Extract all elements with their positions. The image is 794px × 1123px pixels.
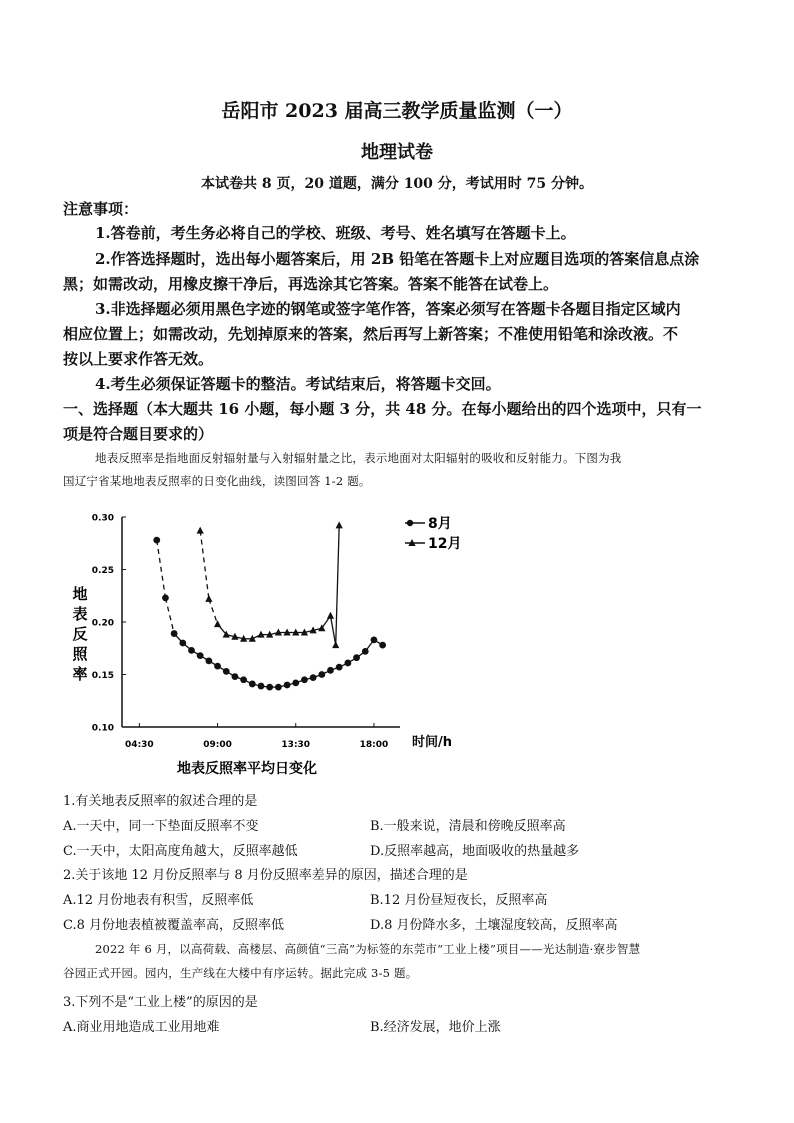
series-segment — [331, 616, 336, 645]
series-segment — [209, 599, 218, 624]
data-point — [310, 674, 317, 681]
q2-option-d: D.8 月份降水多，土壤湿度较高，反照率高 — [370, 918, 618, 933]
data-point — [171, 630, 178, 637]
intro-2-line-1: 2022 年 6 月，以高荷载、高楼层、高颜值“三高”为标签的东莞市“工业上楼”项目——光达制造·寮步智慧 — [95, 942, 641, 956]
data-point — [379, 642, 386, 649]
data-point — [336, 664, 343, 671]
q3-stem: 3.下列不是“工业上楼”的原因的是 — [63, 995, 258, 1010]
data-point — [258, 683, 265, 690]
intro-1-line-1: 地表反照率是指地面反射辐射量与入射辐射量之比，表示地面对太阳辐射的吸收和反射能力。下图为我 — [95, 451, 622, 465]
y-label-char: 地 — [72, 585, 88, 603]
note-3-line-3: 按以上要求作答无效。 — [63, 350, 214, 368]
note-4: 4.考生必须保证答题卡的整洁。考试结束后，将答题卡交回。 — [95, 375, 501, 393]
intro-1-line-2: 国辽宁省某地地表反照率的日变化曲线，读图回答 1-2 题。 — [63, 474, 371, 488]
note-3-line-1: 3.非选择题必须用黑色字迹的钢笔或签字笔作答，答案必须写在答题卡各题目指定区域内 — [95, 300, 681, 318]
data-point — [371, 636, 378, 643]
exam-info: 本试卷共 8 页，20 道题，满分 100 分，考试用时 75 分钟。 — [200, 176, 594, 192]
data-point — [214, 663, 221, 670]
data-point — [240, 676, 247, 683]
note-2-line-1: 2.作答选择题时，选出每小题答案后，用 2B 铅笔在答题卡上对应题目选项的答案信息点涂 — [95, 250, 700, 268]
data-point — [205, 595, 212, 602]
subject-title: 地理试卷 — [361, 142, 433, 163]
chart-title: 地表反照率平均日变化 — [177, 761, 317, 777]
q1-stem: 1.有关地表反照率的叙述合理的是 — [63, 794, 258, 809]
legend-label: 8月 — [428, 516, 452, 532]
chart-legend — [405, 516, 461, 552]
albedo-chart — [60, 505, 480, 790]
y-tick-label: 0.20 — [91, 618, 114, 629]
series-segment — [200, 531, 209, 599]
data-point — [362, 648, 369, 655]
data-point — [318, 671, 325, 678]
y-label-char: 率 — [72, 665, 88, 683]
data-point — [301, 676, 308, 683]
chart-x-label: 时间/h — [412, 735, 453, 750]
series-segment — [336, 525, 339, 645]
data-point — [197, 652, 204, 659]
data-point — [249, 681, 256, 688]
data-point — [332, 641, 339, 648]
data-point — [284, 682, 291, 689]
data-point — [336, 521, 343, 528]
data-point — [266, 684, 273, 691]
series-segment — [165, 598, 174, 634]
data-point — [275, 684, 282, 691]
data-point — [179, 640, 186, 647]
legend-marker — [407, 520, 413, 526]
q2-stem: 2.关于该地 12 月份反照率与 8 月份反照率差异的原因，描述合理的是 — [63, 868, 468, 883]
x-tick-label: 13:30 — [281, 740, 311, 750]
section-1-line-2: 项是符合题目要求的） — [63, 425, 214, 443]
data-point — [327, 667, 334, 674]
data-point — [353, 654, 360, 661]
x-tick-label: 04:30 — [125, 740, 154, 750]
q1-option-a: A.一天中，同一下垫面反照率不变 — [63, 819, 259, 834]
q1-option-d: D.反照率越高，地面吸收的热量越多 — [370, 844, 580, 859]
data-point — [162, 594, 169, 601]
note-2-line-2: 黑；如需改动，用橡皮擦干净后，再选涂其它答案。答案不能答在试卷上。 — [63, 275, 559, 293]
data-point — [205, 657, 212, 664]
data-point — [197, 527, 204, 534]
x-tick-label: 18:00 — [359, 740, 389, 750]
data-point — [188, 647, 195, 654]
chart-series — [153, 521, 386, 690]
note-1: 1.答卷前，考生务必将自己的学校、班级、考号、姓名填写在答题卡上。 — [95, 224, 576, 242]
y-tick-label: 0.25 — [91, 566, 114, 576]
y-tick-label: 0.30 — [91, 513, 114, 524]
series-segment — [157, 540, 166, 598]
legend-label: 12月 — [428, 536, 462, 552]
data-point — [344, 660, 351, 667]
q2-option-a: A.12 月份地表有积雪，反照率低 — [63, 893, 254, 908]
data-point — [232, 673, 239, 680]
q3-option-b: B.经济发展，地价上涨 — [370, 1020, 501, 1035]
data-point — [223, 668, 230, 675]
q2-option-b: B.12 月份昼短夜长，反照率高 — [370, 893, 548, 908]
q2-option-c: C.8 月份地表植被覆盖率高，反照率低 — [63, 918, 285, 933]
data-point — [214, 620, 221, 627]
y-tick-label: 0.10 — [91, 723, 114, 734]
chart-ticks — [92, 514, 388, 751]
intro-2-line-2: 谷园正式开园。园内，生产线在大楼中有序运转。据此完成 3-5 题。 — [63, 966, 418, 980]
q1-option-b: B.一般来说，清晨和傍晚反照率高 — [370, 819, 566, 834]
q1-option-c: C.一天中，太阳高度角越大，反照率越低 — [63, 844, 298, 859]
x-tick-label: 09:00 — [203, 740, 232, 750]
chart-y-label — [72, 585, 88, 683]
y-label-char: 反 — [72, 625, 88, 643]
section-1-line-1: 一、选择题（本大题共 16 小题，每小题 3 分，共 48 分。在每小题给出的四个选项中，只有一 — [63, 400, 702, 418]
chart-axes — [122, 517, 400, 727]
data-point — [292, 680, 299, 687]
y-tick-label: 0.15 — [91, 671, 114, 681]
series-aug — [153, 537, 386, 691]
notes-heading: 注意事项： — [63, 200, 139, 218]
data-point — [153, 537, 160, 544]
q3-option-a: A.商业用地造成工业用地难 — [63, 1020, 220, 1035]
note-3-line-2: 相应位置上；如需改动，先划掉原来的答案，然后再写上新答案；不准使用铅笔和涂改液。不 — [63, 325, 679, 343]
series-dec — [197, 521, 343, 648]
exam-title: 岳阳市 2023 届高三教学质量监测（一） — [221, 100, 573, 122]
data-point — [327, 612, 334, 619]
y-label-char: 表 — [72, 605, 88, 623]
y-label-char: 照 — [72, 645, 88, 663]
